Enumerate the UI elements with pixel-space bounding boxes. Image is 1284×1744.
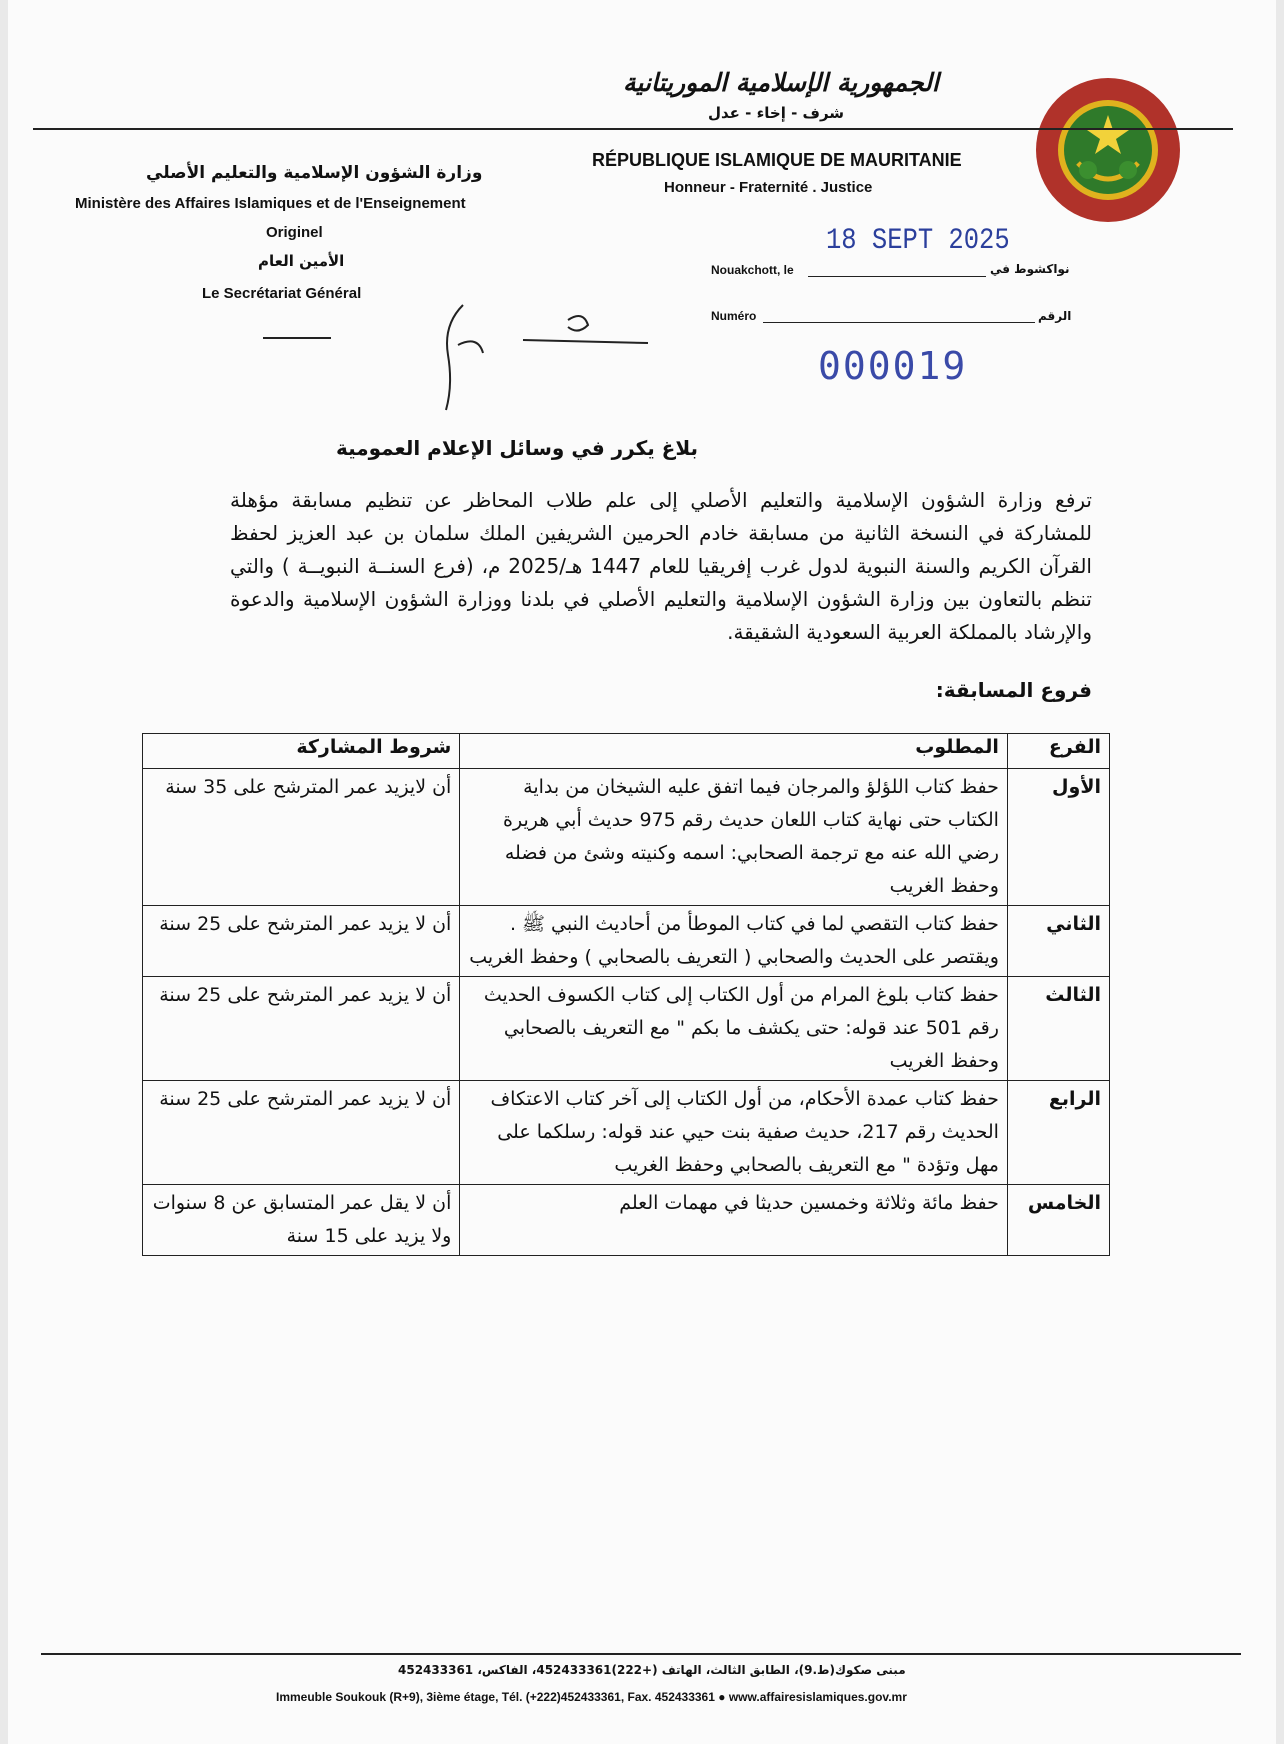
branches-heading: فروع المسابقة: (935, 678, 1092, 702)
signature-dash (263, 337, 331, 339)
table-row (143, 769, 1110, 906)
table-row (143, 977, 1110, 1081)
branch-cell: الثالث (1007, 977, 1109, 1081)
table-row (143, 1081, 1110, 1185)
number-label-ar: الرقم (1038, 309, 1072, 323)
republic-name-ar: الجمهورية الإسلامية الموريتانية (623, 68, 939, 97)
table-row (143, 1185, 1110, 1256)
header-branch: الفرع (1007, 734, 1109, 769)
date-label-ar: نواكشوط في (990, 262, 1070, 276)
date-line (808, 276, 986, 277)
branch-cell: الخامس (1007, 1185, 1109, 1256)
header-rule (33, 128, 1233, 130)
competition-branches-table (142, 733, 1110, 1256)
secretary-general-ar: الأمين العام (258, 252, 345, 270)
footer-address-ar: مبنى صكوك(ط.9)، الطابق الثالث، الهاتف (+222)452433361، الفاكس، 452433361 (398, 1663, 906, 1677)
required-cell: حفظ كتاب اللؤلؤ والمرجان فيما اتفق عليه الشيخان من بداية الكتاب حتى نهاية كتاب اللعان حديث رقم 975 حديث أبي هريرة رضي الله عنه مع ترجمة الصحابي: اسمه وكنيته وشئ من فضله وحفظ الغريب (460, 769, 1008, 906)
conditions-cell: أن لا يزيد عمر المترشح على 25 سنة (143, 977, 460, 1081)
table-header-row (143, 734, 1110, 769)
header-required: المطلوب (460, 734, 1008, 769)
national-emblem-icon (1033, 75, 1183, 225)
branch-cell: الأول (1007, 769, 1109, 906)
conditions-cell: أن لايزيد عمر المترشح على 35 سنة (143, 769, 460, 906)
document-title: بلاغ يكرر في وسائل الإعلام العمومية (335, 436, 699, 460)
announcement-paragraph: ترفع وزارة الشؤون الإسلامية والتعليم الأصلي إلى علم طلاب المحاظر عن تنظيم مسابقة مؤهلة للمشاركة في النسخة الثانية من مسابقة خادم الحرمين الشريفين الملك سلمان بن عبد العزيز لحفظ القرآن الكريم والسنة النبوية لدول غرب إفريقيا للعام 1447 هـ/2025 م، (فرع السنــة النبويــة ) والتي تنظم بالتعاون بين وزارة الشؤون الإسلامية والتعليم الأصلي في بلدنا ووزارة الشؤون الإسلامية والدعوة والإرشاد بالمملكة العربية السعودية الشقيقة. (230, 488, 1092, 644)
table-row (143, 906, 1110, 977)
motto-ar: شرف - إخاء - عدل (708, 104, 845, 122)
required-cell: حفظ كتاب التقصي لما في كتاب الموطأ من أحاديث النبي ﷺ . ويقتصر على الحديث والصحابي ( التعريف بالصحابي ) وحفظ الغريب (460, 906, 1008, 977)
original-label: Originel (266, 224, 323, 241)
number-label-fr: Numéro (711, 309, 757, 323)
branch-cell: الرابع (1007, 1081, 1109, 1185)
header-conditions: شروط المشاركة (143, 734, 460, 769)
ministry-name-fr: Ministère des Affaires Islamiques et de l'Enseignement (75, 195, 466, 212)
conditions-cell: أن لا يقل عمر المتسابق عن 8 سنوات ولا يزيد على 15 سنة (143, 1185, 460, 1256)
conditions-cell: أن لا يزيد عمر المترشح على 25 سنة (143, 1081, 460, 1185)
required-cell: حفظ كتاب بلوغ المرام من أول الكتاب إلى كتاب الكسوف الحديث رقم 501 عند قوله: حتى يكشف ما بكم " مع التعريف بالصحابي وحفظ الغريب (460, 977, 1008, 1081)
conditions-cell: أن لا يزيد عمر المترشح على 25 سنة (143, 906, 460, 977)
date-stamp: 18 SEPT 2025 (826, 224, 1010, 258)
footer-address-fr: Immeuble Soukouk (R+9), 3ième étage, Tél. (+222)452433361, Fax. 452433361 ● www.affairesislamiques.gov.mr (276, 1690, 907, 1704)
republic-name-fr: RÉPUBLIQUE ISLAMIQUE DE MAURITANIE (592, 150, 962, 170)
date-label-fr: Nouakchott, le (711, 263, 794, 277)
footer-rule (41, 1653, 1241, 1655)
secretary-general-fr: Le Secrétariat Général (202, 285, 362, 302)
handwritten-signature (428, 295, 658, 425)
required-cell: حفظ كتاب عمدة الأحكام، من أول الكتاب إلى آخر كتاب الاعتكاف الحديث رقم 217، حديث صفية بنت حيي عند قوله: رسلكما على مهل وتؤدة " مع التعريف بالصحابي وحفظ الغريب (460, 1081, 1008, 1185)
required-cell: حفظ مائة وثلاثة وخمسين حديثا في مهمات العلم (460, 1185, 1008, 1256)
number-line (763, 322, 1035, 323)
branch-cell: الثاني (1007, 906, 1109, 977)
number-stamp: 000019 (818, 344, 968, 388)
motto-fr: Honneur - Fraternité . Justice (664, 179, 873, 196)
ministry-name-ar: وزارة الشؤون الإسلامية والتعليم الأصلي (146, 163, 483, 183)
document-page (8, 0, 1276, 1744)
